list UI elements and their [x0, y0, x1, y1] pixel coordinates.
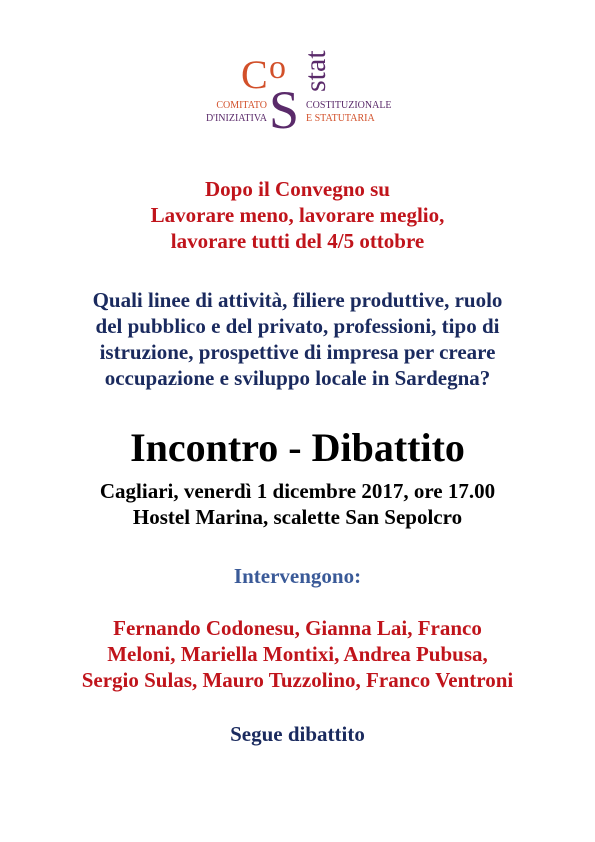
segue-dibattito: Segue dibattito	[230, 722, 365, 746]
speakers-line-3: Sergio Sulas, Mauro Tuzzolino, Franco Ventroni	[81, 668, 514, 692]
event-title: Incontro - Dibattito	[130, 425, 465, 470]
questions-paragraph	[0, 287, 595, 391]
logo-statutaria: E STATUTARIA	[306, 113, 375, 124]
event-date-line: Cagliari, venerdì 1 dicembre 2017, ore 17.00	[99, 479, 496, 503]
intervengono-heading: Intervengono:	[233, 564, 362, 588]
convegno-line-1: Dopo il Convegno su	[205, 177, 390, 201]
costat-logo	[205, 48, 405, 132]
logo-letter-s: S	[269, 80, 300, 132]
convegno-line-3: lavorare tutti del 4/5 ottobre	[170, 229, 425, 253]
logo-stat-vertical: stat	[299, 50, 332, 92]
costat-logo-graphic	[205, 48, 405, 132]
logo-comitato: COMITATO	[216, 100, 267, 111]
questions-line-3: istruzione, prospettive di impresa per creare	[99, 340, 496, 364]
convegno-line-2: Lavorare meno, lavorare meglio,	[150, 203, 445, 227]
questions-line-1: Quali linee di attività, filiere produttive, ruolo	[92, 288, 503, 312]
speakers-line-2: Meloni, Mariella Montixi, Andrea Pubusa,	[107, 642, 488, 666]
questions-line-4: occupazione e sviluppo locale in Sardegna?	[104, 366, 491, 390]
event-details	[0, 478, 595, 530]
logo-costituzionale: COSTITUZIONALE	[306, 100, 392, 111]
speakers-list	[0, 615, 595, 693]
event-venue-line: Hostel Marina, scalette San Sepolcro	[132, 505, 463, 529]
logo-iniziativa: D'INIZIATIVA	[205, 113, 267, 124]
logo-letter-o: o	[269, 49, 286, 86]
questions-line-2: del pubblico e del privato, professioni, tipo di	[95, 314, 500, 338]
logo-letter-c: C	[241, 52, 268, 97]
convegno-heading	[0, 176, 595, 254]
speakers-line-1: Fernando Codonesu, Gianna Lai, Franco	[113, 616, 482, 640]
